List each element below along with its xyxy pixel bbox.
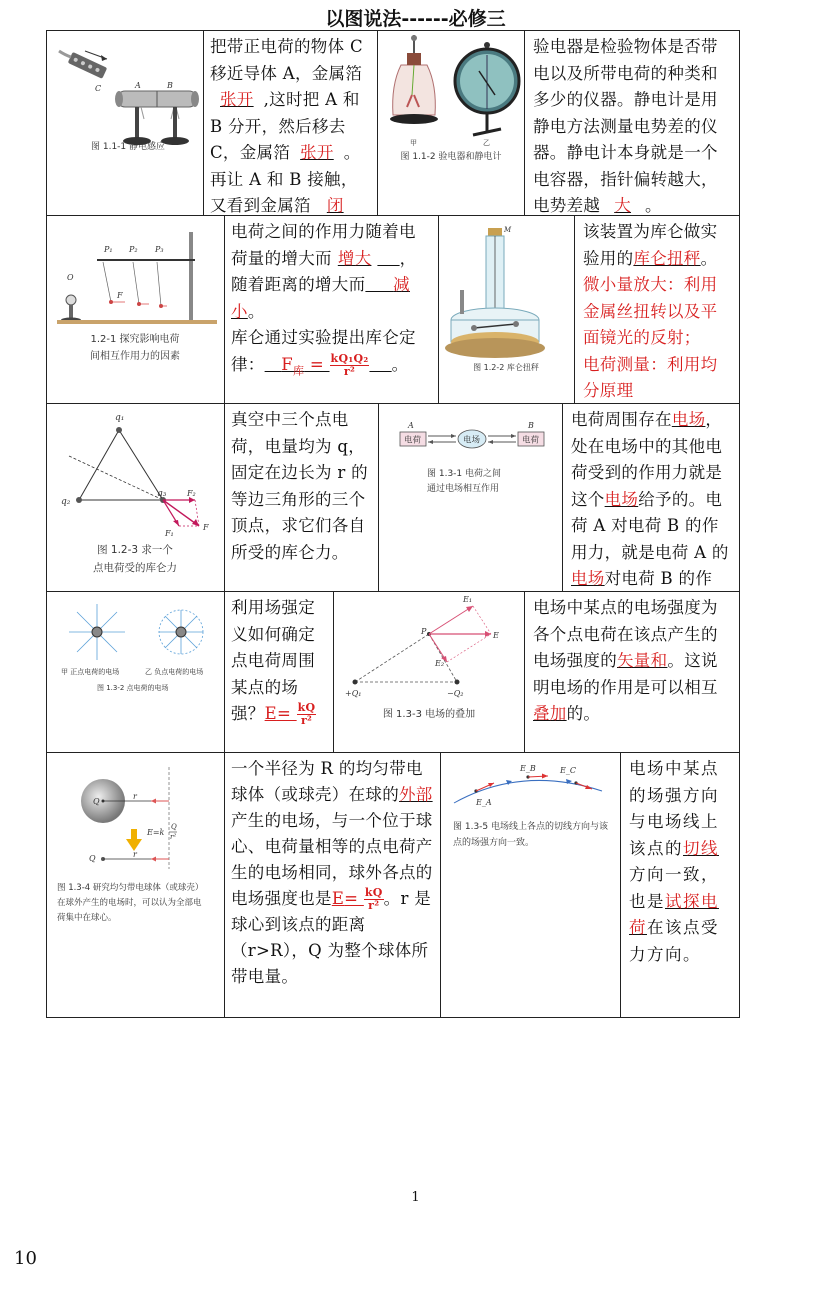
svg-text:E_C: E_C: [560, 766, 576, 775]
row3-fig2-cell: [378, 403, 563, 592]
electroscope-figure: [379, 35, 525, 155]
fig-caption: 乙 负点电荷的电场: [145, 668, 204, 676]
row1-fig2-cell: [377, 30, 525, 216]
row2-text2-cell: 该装置为库仑做实验用的库仑扭秤。 微小量放大：利用金属丝扭转以及平面镜光的反射； 电荷测量：利用均分原理: [574, 215, 740, 404]
fig-caption: 图 1.1-1 静电感应: [91, 142, 166, 152]
svg-text:E₁: E₁: [463, 595, 473, 604]
triangle-charges-figure: [49, 408, 225, 548]
fig-caption: 甲 正点电荷的电场: [61, 668, 120, 676]
coulomb-factor-figure: [49, 222, 225, 332]
svg-text:Q: Q: [89, 854, 96, 863]
svg-text:r²: r²: [170, 833, 177, 841]
row5-text2-cell: 电场中某点的场强方向与电场线上该点的切线方向一致，也是试探电荷在该点受力方向。: [620, 752, 740, 1018]
svg-text:r: r: [133, 850, 137, 859]
svg-text:O: O: [67, 273, 74, 282]
svg-text:r: r: [133, 792, 137, 801]
row5-fig1-cell: [46, 752, 225, 1018]
fig-caption: 间相互作用力的因素: [90, 351, 180, 362]
row4-fig1-cell: [46, 591, 225, 753]
charged-sphere-figure: [49, 757, 225, 877]
svg-text:P: P: [421, 627, 427, 636]
svg-text:Q: Q: [171, 823, 177, 831]
answer-blank: 张开: [300, 143, 334, 162]
row4-text1-cell: 利用场强定义如何确定点电荷周围某点的场强？E= $\frac{kQ}{\text{r²}}$: [224, 591, 334, 753]
row4-text2-cell: 电场中某点的电场强度为各个点电荷在该点产生的电场强度的矢量和。这说明电场的作用是可以相互叠加的。: [524, 591, 740, 753]
svg-text:B: B: [528, 421, 534, 430]
svg-text:B: B: [167, 81, 173, 90]
svg-text:F: F: [117, 291, 123, 300]
page-number: 1: [411, 1190, 420, 1205]
svg-text:E: E: [493, 631, 499, 640]
svg-text:−Q₂: −Q₂: [447, 689, 464, 698]
fig-caption: 图 1.3-5 电场线上各点的切线方向与该点的场强方向一致。: [453, 822, 609, 848]
svg-text:q₂: q₂: [61, 497, 71, 507]
box-charge-a: 电荷: [404, 435, 422, 446]
fig-caption: 图 1.2-3 求一个: [97, 544, 173, 556]
row2-fig1-cell: [46, 215, 225, 404]
coulomb-formula: $F_库$ = $\frac{\text{kQ₁Q₂}}{\text{r²}}$: [281, 351, 369, 378]
field-line-tangent-figure: [442, 761, 621, 821]
fig-caption: 图 1.3-2 点电荷的电场: [97, 684, 169, 692]
svg-text:E_B: E_B: [520, 764, 536, 773]
box-field: 电场: [463, 435, 481, 446]
fig-caption: 图 1.2-2 库仑扭秤: [473, 363, 539, 372]
answer-blank: 闭: [326, 196, 344, 215]
row5-text1-cell: 一个半径为 R 的均匀带电球体（或球壳）在球的外部产生的电场，与一个位于球心、电荷量相等的点电荷产生的电场相同，球外各点的电场强度也是E= $\frac{kQ}{\text{r²}}$ 。r 是球心到该点的距离（r>R），Q 为整个球体所带电量。: [224, 752, 441, 1018]
field-interaction-figure: [380, 418, 563, 468]
svg-text:P₁: P₁: [104, 245, 113, 254]
side-number: 10: [14, 1248, 37, 1269]
field-formula: E= $\frac{kQ}{\text{r²}}$: [264, 701, 316, 727]
row5-fig2-cell: [440, 752, 621, 1018]
svg-text:q₁: q₁: [115, 413, 125, 423]
field-superposition-figure: [335, 594, 525, 704]
fig-caption: 点电荷受的库仑力: [93, 562, 177, 574]
svg-text:P₃: P₃: [155, 245, 164, 254]
row3-fig1-cell: [46, 403, 225, 592]
row3-text1-cell: 真空中三个点电荷，电量均为 q，固定在边长为 r 的等边三角形的三个顶点，求它们各自所受的库仑力。: [224, 403, 379, 592]
svg-text:M: M: [504, 226, 512, 234]
page-title: 以图说法------必修三: [325, 8, 506, 30]
row3-text2-cell: 电荷周围存在电场，处在电场中的其他电荷受到的作用力就是这个电场给予的。电荷 A 对电荷 B 的作用力，就是电荷 A 的电场对电荷 B 的作: [562, 403, 740, 592]
answer-blank: 张开: [220, 90, 254, 109]
answer-blank: 大: [614, 196, 632, 215]
svg-text:q₃: q₃: [157, 489, 167, 499]
fig-caption: 1.2-1 探究影响电荷: [90, 334, 180, 345]
svg-text:甲: 甲: [410, 139, 417, 147]
row4-fig2-cell: [333, 591, 525, 753]
svg-text:F: F: [203, 523, 209, 532]
text: 把带正电荷的物体 C 移近导体 A，金属箔: [210, 37, 363, 83]
fig-caption: 图 1.3-4 研究均匀带电球体（或球壳）在球外产生的电场时，可以认为全部电荷集中在球心。: [57, 883, 204, 923]
fig-caption: 图 1.3-1 电荷之间: [427, 469, 502, 479]
row2-text1-cell: 电荷之间的作用力随着电荷量的增大而 增大 ，随着距离的增大而 减小。 库仑通过实验提出库仑定律： $F_库$ = $\frac{\text{kQ₁Q₂}}{\text{r²}}$ 。: [224, 215, 439, 404]
svg-text:A: A: [135, 81, 141, 90]
svg-text:E_A: E_A: [476, 798, 492, 807]
svg-text:E=k: E=k: [147, 828, 165, 837]
fig-caption: 通过电场相互作用: [427, 484, 500, 494]
svg-text:Q: Q: [93, 797, 100, 806]
box-charge-b: 电荷: [522, 435, 540, 446]
sphere-field-formula: E= $\frac{kQ}{\text{r²}}$: [331, 886, 383, 912]
svg-text:E₂: E₂: [435, 659, 445, 668]
torsion-balance-figure: [440, 220, 574, 370]
row2-fig2-cell: [438, 215, 575, 404]
row1-text2-cell: 验电器是检验物体是否带电以及所带电荷的种类和多少的仪器。静电计是用静电方法测量电势差的仪器。静电计本身就是一个电容器，指针偏转越大，电势差越 大 。: [524, 30, 740, 216]
point-charge-fields-figure: [49, 596, 225, 666]
row1-fig1-cell: [46, 30, 204, 216]
fig-caption: 图 1.3-3 电场的叠加: [382, 709, 476, 720]
svg-text:乙: 乙: [483, 139, 490, 147]
svg-text:F₂: F₂: [187, 489, 196, 498]
fig-caption: 图 1.1-2 验电器和静电计: [400, 152, 502, 162]
svg-text:P₂: P₂: [129, 245, 138, 254]
label-c: C: [95, 84, 102, 93]
row1-text1-cell: 把带正电荷的物体 C 移近导体 A，金属箔张开 ,这时把 A 和 B 分开，然后移去 C，金属箔 张开 。再让 A 和 B 接触，又看到金属箔 闭: [203, 30, 378, 216]
svg-text:A: A: [408, 421, 414, 430]
svg-text:+Q₁: +Q₁: [345, 689, 362, 698]
svg-text:F₁: F₁: [165, 529, 174, 538]
